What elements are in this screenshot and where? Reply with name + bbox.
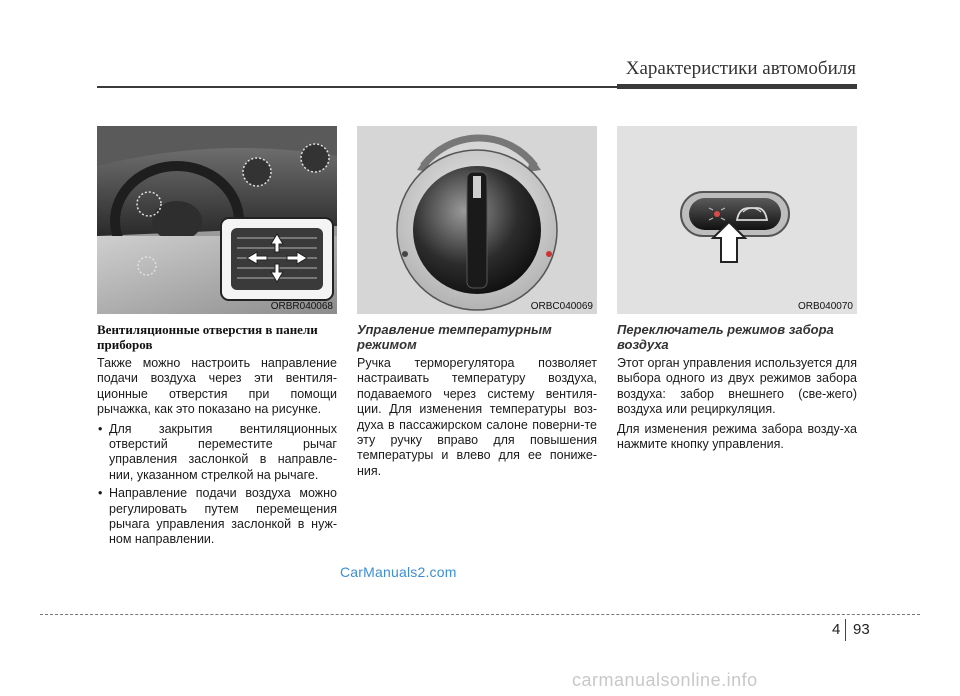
list-item <box>97 422 337 484</box>
temperature-knob-illustration <box>357 126 597 314</box>
image-code: ORBC040069 <box>530 301 593 312</box>
dashboard-illustration <box>97 126 337 314</box>
dashboard-vents-photo <box>97 126 337 314</box>
list-item <box>97 486 337 548</box>
page-number-separator <box>845 619 846 641</box>
column-air-intake-control <box>617 126 857 456</box>
image-code: ORB040070 <box>797 301 853 312</box>
list-item-text: Для закрытия вентиляционных отверстий переместите рычаг управления заслонкой в направле-нии, указанном стрелкой на рычаге. <box>109 421 337 482</box>
running-header-title: Характеристики автомобиля <box>625 58 856 79</box>
section-title: Переключатель режимов забора воздуха <box>617 322 834 352</box>
body-paragraph: Также можно настроить направление подачи воздуха через эти вентиля-ционные отверстия при помощи рычажка, как это показано на рисунке. <box>97 356 337 417</box>
body-paragraph: Для изменения режима забора возду-ха нажмите кнопку управления. <box>617 421 857 452</box>
watermark-link[interactable]: CarManuals2.com <box>340 564 457 580</box>
body-paragraph: Этот орган управления используется для выбора одного из двух режимов забора воздуха: забор внешнего (све-жего) воздуха или рециркуляция. <box>617 356 857 417</box>
section-title: Управление температурным режимом <box>357 322 552 352</box>
air-intake-button-photo <box>617 126 857 314</box>
footer-watermark-url[interactable]: carmanualsonline.info <box>572 670 758 690</box>
section-title: Вентиляционные отверстия в панели приборов <box>97 322 318 352</box>
header-rule-accent <box>617 84 857 89</box>
bullet-list <box>97 422 337 548</box>
bullet-glyph: • <box>98 421 103 436</box>
temperature-knob-photo <box>357 126 597 314</box>
bullet-glyph: • <box>98 486 103 501</box>
column-dashboard-vents <box>97 126 337 551</box>
image-code: ORBR040068 <box>270 301 333 312</box>
air-intake-button-illustration <box>617 126 857 314</box>
body-paragraph: Ручка терморегулятора позволяет настраивать температуру воздуха, подаваемого через систему вентиля-ции. Для изменения температуры воз-духа в пассажирском салоне поверни-те эту ручку вправо для повышения температуры и влево для ее пониже-ния. <box>357 356 597 478</box>
page-number: 93 <box>853 621 870 638</box>
column-temperature-control <box>357 126 597 483</box>
list-item-text: Направление подачи воздуха можно регулировать путем перемещения рычага управления заслонкой в нуж-ном направлении. <box>109 486 337 547</box>
chapter-number: 4 <box>832 621 841 638</box>
footer-rule <box>40 614 920 615</box>
